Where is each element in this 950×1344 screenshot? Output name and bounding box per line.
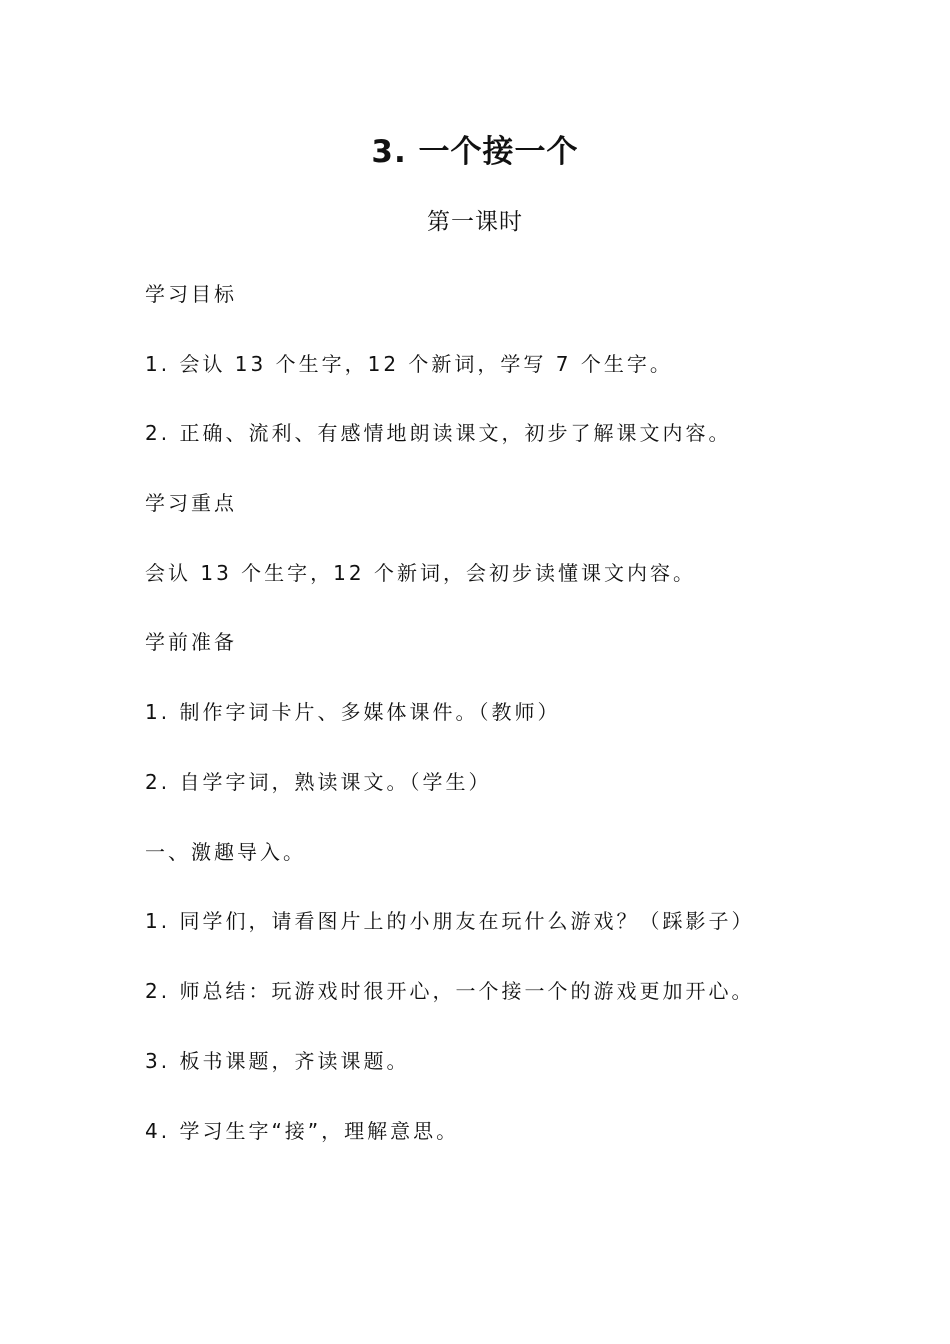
introduction-item-3: 3. 板书课题，齐读课题。 bbox=[145, 1049, 410, 1073]
preparation-item-2: 2. 自学字词，熟读课文。（学生） bbox=[145, 770, 492, 794]
introduction-item-2: 2. 师总结：玩游戏时很开心，一个接一个的游戏更加开心。 bbox=[145, 979, 755, 1003]
section-heading-key-points: 学习重点 bbox=[145, 491, 237, 515]
section-heading-learning-goals: 学习目标 bbox=[145, 282, 237, 306]
lesson-subtitle: 第一课时 bbox=[427, 209, 523, 235]
key-point-text: 会认 13 个生字，12 个新词，会初步读懂课文内容。 bbox=[145, 561, 696, 585]
preparation-item-1: 1. 制作字词卡片、多媒体课件。（教师） bbox=[145, 700, 561, 724]
document-title: 3. 一个接一个 bbox=[371, 134, 579, 170]
goal-item-1: 1. 会认 13 个生字，12 个新词，学写 7 个生字。 bbox=[145, 352, 673, 376]
introduction-item-4: 4. 学习生字“接”，理解意思。 bbox=[145, 1119, 460, 1143]
introduction-item-1: 1. 同学们，请看图片上的小朋友在玩什么游戏？（踩影子） bbox=[145, 909, 755, 933]
section-heading-preparation: 学前准备 bbox=[145, 630, 237, 654]
section-heading-introduction: 一、激趣导入。 bbox=[145, 840, 306, 864]
goal-item-2: 2. 正确、流利、有感情地朗读课文，初步了解课文内容。 bbox=[145, 421, 732, 445]
